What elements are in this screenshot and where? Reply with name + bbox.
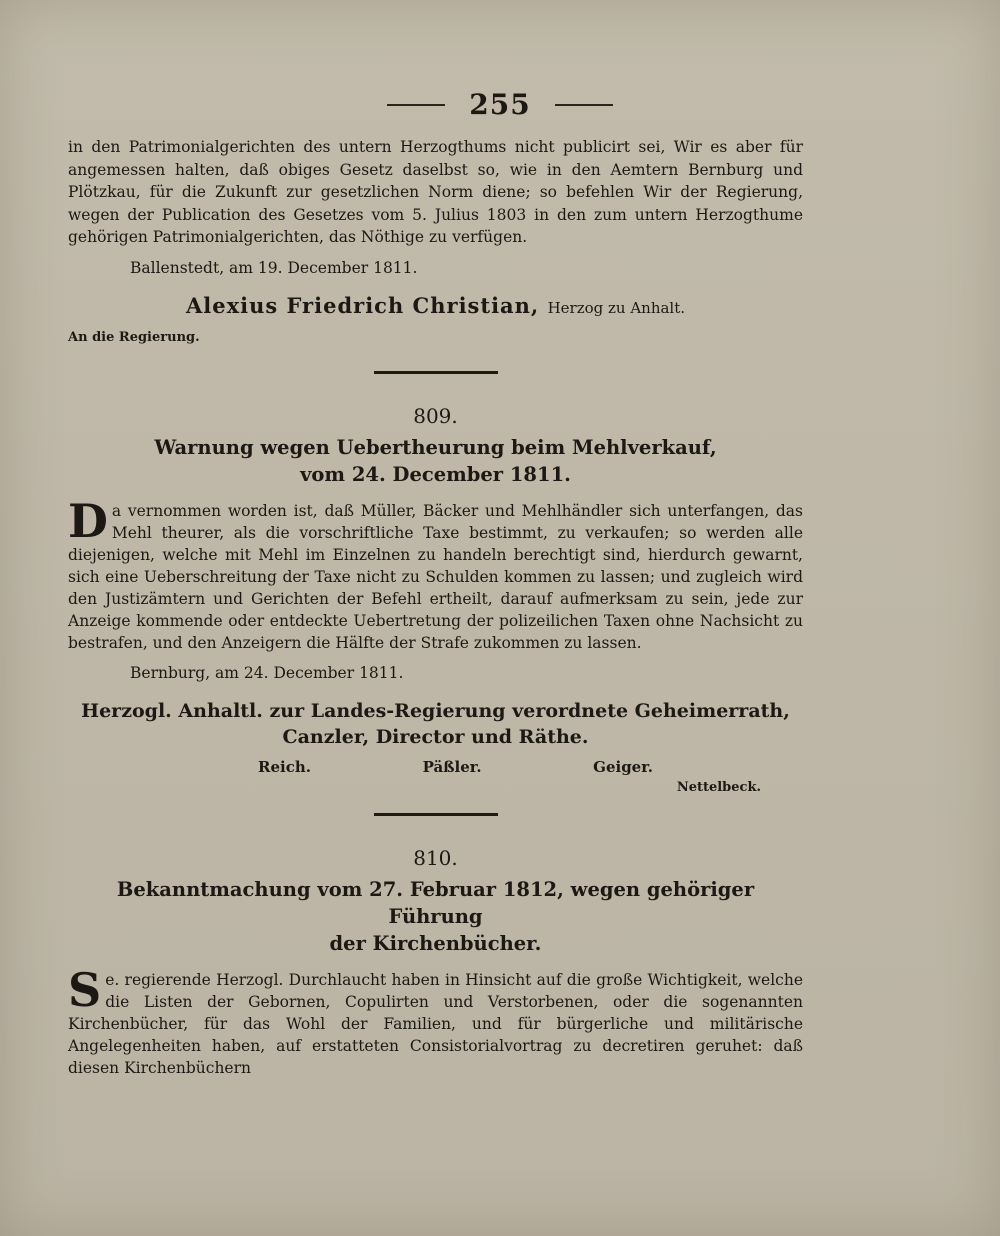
section-title-line2: der Kirchenbücher. xyxy=(329,931,542,955)
signer: Reich. xyxy=(258,757,311,776)
section-body-text: e. regierende Herzogl. Durchlaucht haben in Hinsicht auf die große Wichtigkeit, welche die Listen der Gebornen, Copulirten und Verstorbenen, oder die sogenannten Kirchenbücher, für das Wohl der Familien, und für bürgerliche und militärische Angelegenheiten haben, auf erstatteten Consistorialvortrag zu decretiren geruhet: daß diesen Kirchenbüchern xyxy=(68,970,803,1077)
header-rule-left xyxy=(387,104,445,106)
signer: Päßler. xyxy=(422,757,482,776)
drop-cap: S xyxy=(68,962,102,1017)
page-content xyxy=(68,136,803,1079)
intro-paragraph: in den Patrimonialgerichten des untern Herzogthums nicht publicirt sei, Wir es aber für angemessen halten, daß obiges Gesetz daselbst so, wie in den Aemtern Bernburg und Plötzkau, für die Zukunft zur gesetzlichen Norm diene; so befehlen Wir der Regierung, wegen der Publication des Gesetzes vom 5. Julius 1803 in den zum untern Herzogthume gehörigen Patrimonialgerichten, das Nöthige zu verfügen. xyxy=(68,138,803,246)
drop-cap: D xyxy=(68,493,108,548)
section-number: 810. xyxy=(413,845,458,870)
signer: Geiger. xyxy=(593,757,653,776)
signers-row xyxy=(68,758,803,776)
authority xyxy=(68,698,803,750)
page-header xyxy=(0,88,1000,121)
section-809 xyxy=(68,404,803,795)
section-divider xyxy=(374,813,498,816)
section-date: Bernburg, am 24. December 1811. xyxy=(130,663,404,682)
section-title xyxy=(68,876,803,957)
section-body xyxy=(68,493,803,654)
section-title-line1: Bekanntmachung vom 27. Februar 1812, wegen gehöriger Führung xyxy=(116,877,755,928)
header-rule-right xyxy=(555,104,613,106)
section-title-line2: vom 24. December 1811. xyxy=(300,462,571,486)
section-title-line1: Warnung wegen Uebertheurung beim Mehlverkauf, xyxy=(154,435,717,459)
signature-title: Herzog zu Anhalt. xyxy=(547,298,686,317)
signature-name: Alexius Friedrich Christian, xyxy=(185,292,540,318)
section-body-text: a vernommen worden ist, daß Müller, Bäcker und Mehlhändler sich unterfangen, das Mehl theurer, als die vorschriftliche Taxe bestimmt, zu verkaufen; so werden alle diejenigen, welche mit Mehl im Einzelnen zu handeln berechtigt sind, hierdurch gewarnt, sich eine Ueberschreitung der Taxe nicht zu Schulden kommen zu lassen; und zugleich wird den Justizämtern und Gerichten der Befehl ertheilt, darauf aufmerksam zu sein, jede zur Anzeige kommende oder entdeckte Uebertretung der polizeilichen Taxen ohne Nachsicht zu bestrafen, und den Anzeigern die Hälfte der Strafe zukommen zu lassen. xyxy=(68,501,803,652)
authority-line1: Herzogl. Anhaltl. zur Landes-Regierung verordnete Geheimerrath, xyxy=(81,699,790,722)
signer-extra: Nettelbeck. xyxy=(676,779,761,795)
page-number: 255 xyxy=(469,88,531,121)
section-title xyxy=(68,434,803,488)
section-number: 809. xyxy=(413,403,458,428)
section-body xyxy=(68,962,803,1079)
authority-line2: Canzler, Director und Räthe. xyxy=(282,725,589,748)
section-810 xyxy=(68,846,803,1079)
section-divider xyxy=(374,371,498,374)
intro-signature xyxy=(68,293,803,318)
addressee: An die Regierung. xyxy=(68,329,200,345)
intro-date: Ballenstedt, am 19. December 1811. xyxy=(130,258,418,277)
